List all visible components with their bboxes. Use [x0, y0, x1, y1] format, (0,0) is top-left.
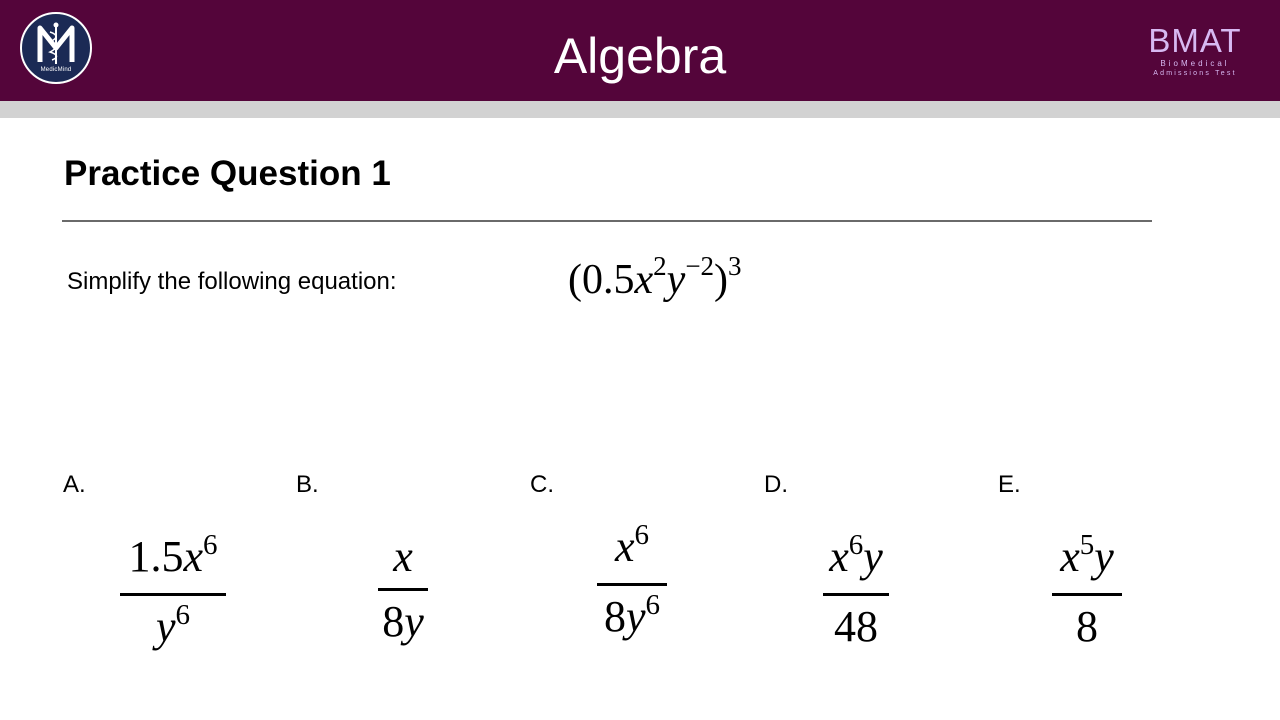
bmat-name: BMAT	[1148, 22, 1242, 59]
option-e-label: E.	[998, 471, 1021, 498]
bmat-tagline-1: BioMedical	[1160, 59, 1230, 68]
bmat-tagline-2: Admissions Test	[1153, 70, 1237, 77]
option-c-label: C.	[530, 471, 554, 498]
option-d-label: D.	[764, 471, 788, 498]
option-d-fraction[interactable]: $x^6y$ 48	[776, 532, 936, 652]
option-b-fraction[interactable]: x 8y	[323, 532, 483, 647]
page-title: Algebra	[553, 28, 727, 84]
question-expression: $(0.5x^2y^{-2})^3$	[568, 251, 742, 303]
option-c-fraction[interactable]: $x^6$ $8y^6$	[552, 522, 712, 647]
logo-caption: MedicMind	[40, 67, 72, 73]
question-prompt: Simplify the following equation:	[67, 268, 397, 295]
heading-rule	[62, 220, 1152, 222]
bmat-logo	[1140, 24, 1250, 78]
question-heading: Practice Question 1	[64, 154, 391, 193]
header-divider-strip	[0, 101, 1280, 118]
header-bar	[0, 0, 1280, 101]
option-a-label: A.	[63, 471, 86, 498]
option-b-label: B.	[296, 471, 319, 498]
option-a-fraction[interactable]: $1.5x^6$ $y^6$	[93, 532, 253, 657]
option-e-fraction[interactable]: $x^5y$ 8	[1007, 532, 1167, 652]
